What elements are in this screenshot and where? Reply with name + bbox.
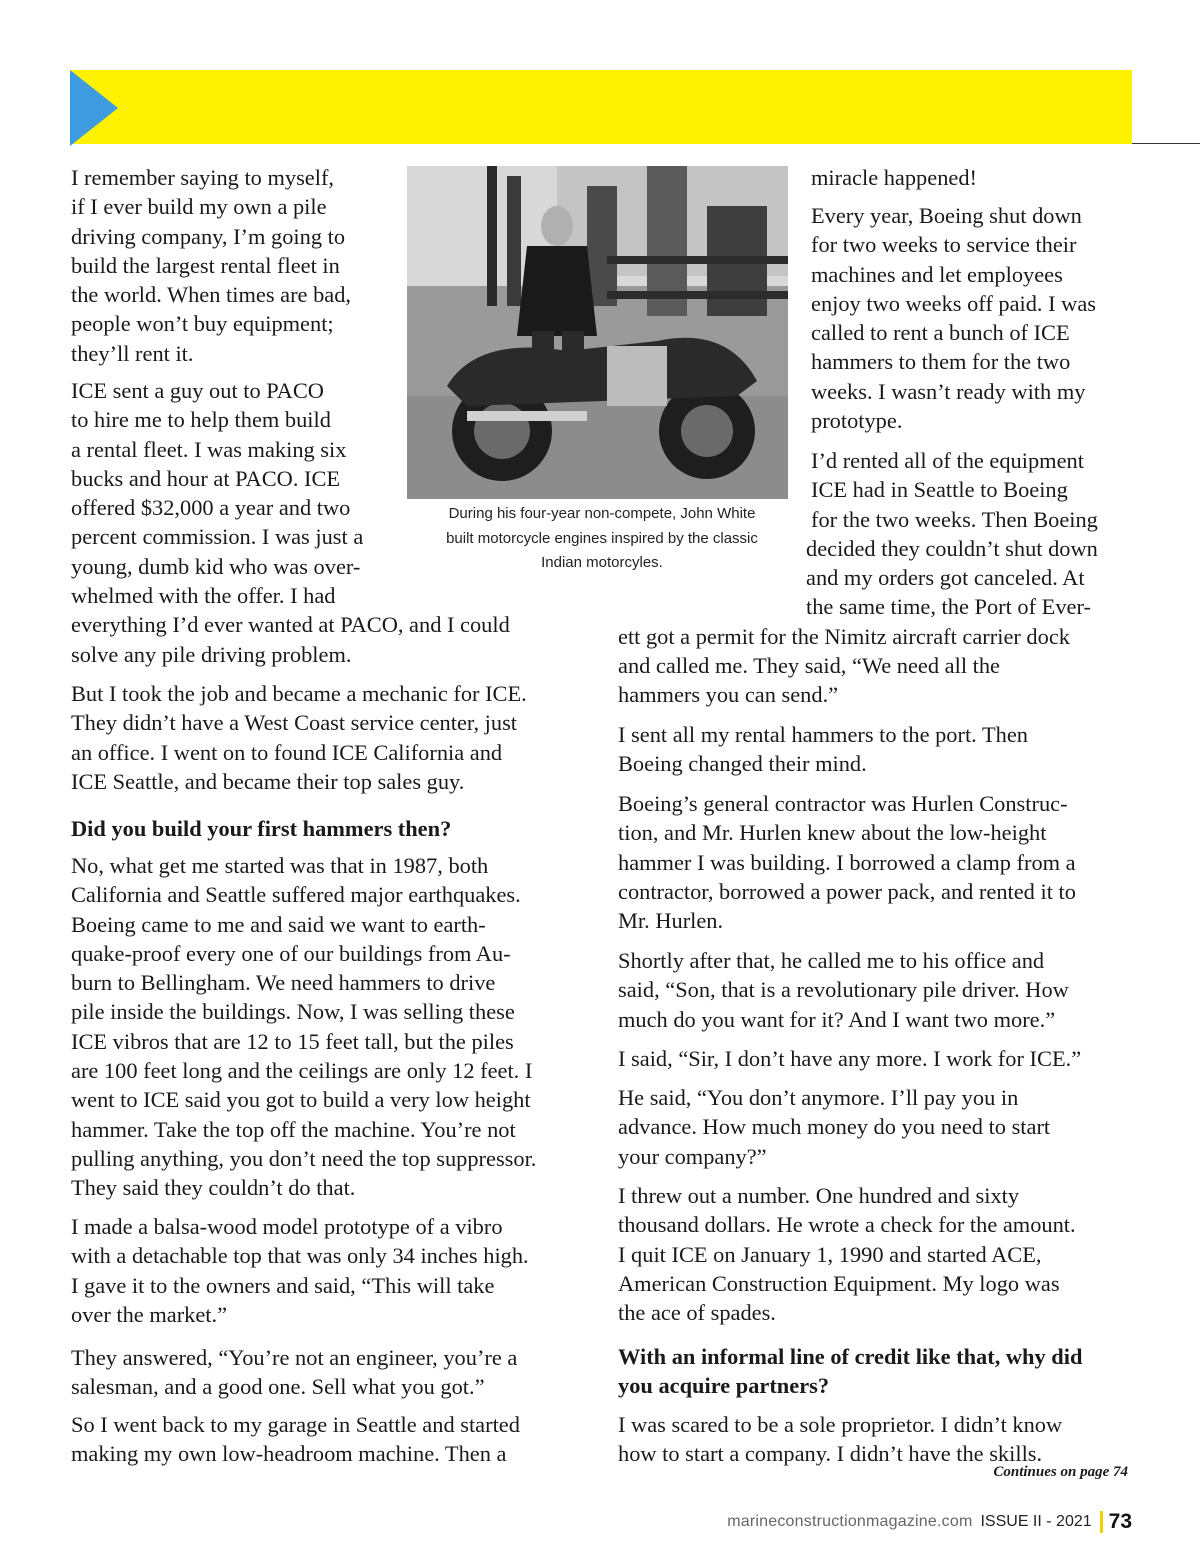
text-line: to hire me to help them build [71,407,331,433]
text-line: the world. When times are bad, [71,282,352,308]
text-line: solve any pile driving problem. [71,641,352,667]
text-line: decided they couldn’t shut down [806,535,1098,561]
text-line: called to rent a bunch of ICE [811,320,1070,346]
right-paragraph-7 [618,1044,1081,1073]
text-line: Every year, Boeing shut down [811,203,1082,228]
text-line: California and Seattle suffered major earthquakes. [71,882,521,908]
text-line: I quit ICE on January 1, 1990 and started ACE, [618,1241,1042,1267]
text-line: went to ICE said you got to build a very low height [71,1087,531,1113]
right-heading [618,1342,1082,1401]
caption-line: built motorcycle engines inspired by the classic [446,529,758,547]
text-line: whelmed with the offer. I had [71,583,336,609]
banner-rule [1132,143,1200,144]
text-line: the ace of spades. [618,1300,776,1326]
text-line: hammers to them for the two [811,349,1071,375]
text-line: for the two weeks. Then Boeing [811,506,1098,532]
text-line: prototype. [811,408,903,434]
text-line: making my own low-headroom machine. Then a [71,1441,507,1467]
text-line: enjoy two weeks off paid. I was [811,290,1096,316]
text-line: I gave it to the owners and said, “This will take [71,1272,495,1298]
continues-note: Continues on page 74 [993,1464,1128,1480]
text-line: But I took the job and became a mechanic for ICE. [71,681,527,706]
text-line: burn to Bellingham. We need hammers to drive [71,970,496,996]
text-line: you acquire partners? [618,1373,830,1399]
text-line: machines and let employees [811,261,1063,287]
right-paragraph-2 [811,201,1096,435]
text-line: advance. How much money do you need to start [618,1114,1051,1140]
left-paragraph-5 [71,1212,529,1329]
text-line: they’ll rent it. [71,340,194,366]
text-line: bucks and hour at PACO. ICE [71,465,341,491]
text-line: I made a balsa-wood model prototype of a vibro [71,1214,503,1239]
left-heading: Did you build your first hammers then? [71,816,452,841]
left-paragraph-3 [71,679,527,796]
footer-issue: ISSUE II - 2021 [980,1513,1092,1530]
right-paragraph-5 [618,789,1076,935]
text-line: people won’t buy equipment; [71,311,334,337]
text-line: hammer. Take the top off the machine. You’re not [71,1116,516,1142]
text-line: percent commission. I was just a [71,524,364,550]
text-line: ett got a permit for the Nimitz aircraft carrier dock [618,623,1070,649]
text-line: Boeing came to me and said we want to earth- [71,911,486,937]
text-line: salesman, and a good one. Sell what you got.” [71,1374,485,1400]
text-line: how to start a company. I didn’t have the skills. [618,1441,1043,1467]
right-paragraph-8 [618,1083,1050,1171]
text-line: are 100 feet long and the ceilings are only 12 feet. I [71,1058,533,1084]
text-line: ICE vibros that are 12 to 15 feet tall, but the piles [71,1028,514,1054]
text-line: driving company, I’m going to [71,223,346,249]
text-line: Boeing changed their mind. [618,751,867,777]
text-line: build the largest rental fleet in [71,252,340,278]
page-footer [727,1509,1132,1535]
text-line: pulling anything, you don’t need the top suppressor. [71,1145,537,1171]
text-line: said, “Son, that is a revolutionary pile driver. How [618,977,1069,1003]
text-line: and my orders got canceled. At [806,565,1085,591]
right-paragraph-9 [618,1181,1076,1327]
text-line: everything I’d ever wanted at PACO, and I could [71,612,510,638]
text-line: hammer I was building. I borrowed a clamp from a [618,849,1076,875]
text-line: No, what get me started was that in 1987, both [71,853,489,878]
text-line: Shortly after that, he called me to his office and [618,948,1045,973]
text-line: much do you want for it? And I want two more.” [618,1006,1056,1032]
text-line: They answered, “You’re not an engineer, you’re a [71,1345,518,1370]
left-paragraph-7 [71,1410,520,1469]
text-line: I remember saying to myself, [71,165,335,190]
text-line: a rental fleet. I was making six [71,436,347,462]
text-line: ICE had in Seattle to Boeing [811,477,1068,503]
text-line: I was scared to be a sole proprietor. I didn’t know [618,1412,1063,1437]
text-line: over the market.” [71,1301,228,1327]
text-line: weeks. I wasn’t ready with my [811,378,1086,404]
text-line: I sent all my rental hammers to the port. Then [618,722,1028,747]
text-line: I’d rented all of the equipment [811,448,1084,473]
text-line: ICE Seattle, and became their top sales guy. [71,768,465,794]
text-line: He said, “You don’t anymore. I’ll pay you in [618,1085,1019,1110]
left-paragraph-1 [71,163,351,368]
text-line: American Construction Equipment. My logo was [618,1270,1060,1296]
right-paragraph-10 [618,1410,1062,1469]
text-line: I said, “Sir, I don’t have any more. I work for ICE.” [618,1046,1082,1071]
right-paragraph-1 [811,163,977,192]
text-line: pile inside the buildings. Now, I was selling these [71,999,515,1025]
caption-line: During his four-year non-compete, John White [448,505,756,522]
text-line: So I went back to my garage in Seattle and started [71,1412,520,1437]
text-line: ICE sent a guy out to PACO [71,378,324,403]
text-line: I threw out a number. One hundred and sixty [618,1183,1020,1208]
text-line: tion, and Mr. Hurlen knew about the low-height [618,820,1047,846]
page-number: 73 [1108,1510,1132,1533]
right-paragraph-6 [618,946,1069,1034]
text-line: Boeing’s general contractor was Hurlen Construc- [618,791,1068,816]
text-line: with a detachable top that was only 34 inches high. [71,1243,529,1269]
caption-line: Indian motorcyles. [541,554,663,571]
left-paragraph-2 [71,376,510,669]
footer-site: marineconstructionmagazine.com [727,1513,973,1530]
text-line: and called me. They said, “We need all the [618,653,1000,679]
banner-arrow-icon [70,70,118,146]
text-line: offered $32,000 a year and two [71,495,351,521]
right-paragraph-3 [618,446,1098,710]
text-line: With an informal line of credit like that, why did [618,1344,1083,1369]
footer-divider [1100,1511,1103,1533]
right-paragraph-4 [618,720,1028,779]
text-line: quake-proof every one of our buildings from Au- [71,940,511,966]
text-line: miracle happened! [811,165,977,190]
left-paragraph-4 [71,851,536,1203]
text-line: young, dumb kid who was over- [71,553,361,579]
text-line: hammers you can send.” [618,682,839,708]
text-line: an office. I went on to found ICE California and [71,739,503,765]
section-banner [70,70,1132,144]
text-line: They didn’t have a West Coast service center, just [71,710,518,736]
text-line: the same time, the Port of Ever- [806,594,1091,620]
text-line: They said they couldn’t do that. [71,1175,356,1201]
left-paragraph-6 [71,1343,517,1402]
text-line: thousand dollars. He wrote a check for the amount. [618,1212,1076,1238]
text-line: Mr. Hurlen. [618,908,724,934]
text-line: your company?” [618,1143,767,1169]
text-line: for two weeks to service their [811,232,1077,258]
text-line: contractor, borrowed a power pack, and rented it to [618,878,1076,904]
text-line: if I ever build my own a pile [71,194,327,220]
